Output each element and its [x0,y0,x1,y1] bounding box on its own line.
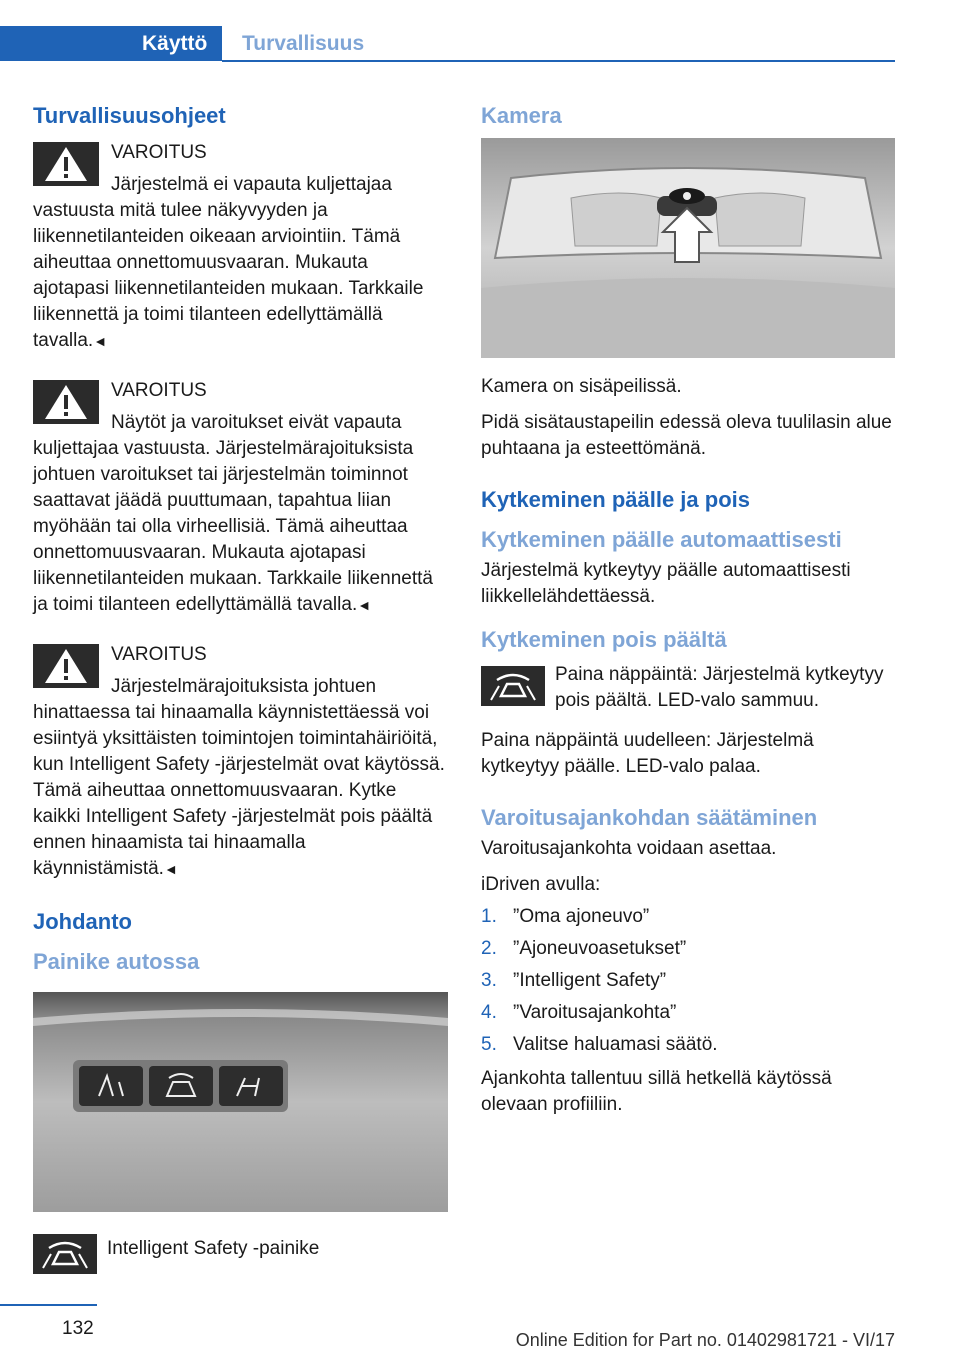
page-number-rule [0,1304,97,1306]
warning-triangle-icon [33,142,99,186]
intelligent-safety-caption: Intelligent Safety -painike [107,1238,320,1259]
safety-instructions-title: Turvallisuusohjeet [33,103,226,128]
page-number: 132 [62,1318,94,1339]
intro-title: Johdanto [33,909,132,934]
end-mark-icon: ◄ [163,861,178,877]
intelligent-safety-caption-row [33,1230,448,1274]
warning-triangle-icon [33,644,99,688]
auto-on-title: Kytkeminen päälle automaattisesti [481,527,842,552]
idrive-text: iDriven avulla: [481,874,601,895]
auto-on-text: Järjestelmä kytkeytyy päälle automaattisesti liikkellelähdettäessä. [481,560,851,607]
warning-text: Järjestelmärajoituksista johtuen hinattaessa tai hinaamalla käynnistettäessä voi esiintyä yksittäisten toimintojen toimintahäiriöitä, kun Intelligent Safety -järjestelmät ovat käytössä. Tämä aiheuttaa onnettomuusvaaran. Kytke kaikki Intelligent Safety -järjestelmät pois päältä ennen hinaamista tai hinaamalla käynnistämistä. [33,676,445,879]
switch-off-text: Paina näppäintä: Järjestelmä kytkeytyy pois päältä. LED-valo sammuu. [555,664,884,711]
button-panel-photo [33,992,448,1212]
right-column [481,100,895,1128]
camera-paragraph-1: Kamera on sisäpeilissä. [481,376,682,397]
end-mark-icon: ◄ [357,597,372,613]
camera-location-photo [481,138,895,358]
button-in-car-title: Painike autossa [33,949,200,974]
switch-off-title: Kytkeminen pois päältä [481,627,727,652]
list-item: 2. ”Ajoneuvoasetukset” [481,938,687,959]
tab-turvallisuus[interactable]: Turvallisuus [242,32,365,55]
edition-text: Online Edition for Part no. 01402981721 - VI/17 [515,1330,895,1350]
list-item: 3. ”Intelligent Safety” [481,970,667,991]
intelligent-safety-button-icon [33,1234,97,1274]
warning-triangle-icon [33,380,99,424]
warning-block-2 [33,378,448,618]
tab-kaytto[interactable]: Käyttö [0,26,222,61]
list-item: 1. ”Oma ajoneuvo” [481,906,650,927]
left-column [33,100,448,1288]
warning-text: Järjestelmä ei vapauta kuljettajaa vastuusta mitä tulee näkyvyyden ja liikennetilanteiden oikeaan arviointiin. Tämä aiheuttaa onnettomuusvaaran. Mukauta ajotapasi liikennetilanteiden mukaan. Tarkkaile liikennettä ja toimi tilanteen edellyttämällä tavalla. [33,174,424,351]
end-mark-icon: ◄ [93,333,108,349]
list-item: 4. ”Varoitusajankohta” [481,1002,677,1023]
warning-timing-title: Varoitusajankohdan säätäminen [481,805,818,830]
idrive-steps-list [481,904,895,1058]
header-rule [222,60,895,62]
camera-title: Kamera [481,103,562,128]
warning-label: VAROITUS [111,380,207,401]
warning-timing-text: Varoitusajankohta voidaan asettaa. [481,838,777,859]
warning-text: Näytöt ja varoitukset eivät vapauta kuljettajaa vastuusta. Järjestelmärajoituksista johtuen varoitukset tai järjestelmän toiminnot saattavat jäädä puuttumaan, tapahtua liian myöhään tai olla virheellisiä. Tämä aiheuttaa onnettomuusvaaran. Mukauta ajotapasi liikennetilanteiden mukaan. Tarkkaile liikennettä ja toimi tilanteen edellyttämällä tavalla. [33,412,433,615]
warning-block-1 [33,140,448,354]
warning-label: VAROITUS [111,644,207,665]
page-header [0,0,960,62]
timing-saved-text: Ajankohta tallentuu sillä hetkellä käytössä olevaan profiiliin. [481,1068,832,1115]
intelligent-safety-button-icon [481,666,545,706]
switch-on-again-text: Paina näppäintä uudelleen: Järjestelmä kytkeytyy päälle. LED-valo palaa. [481,730,814,777]
warning-label: VAROITUS [111,142,207,163]
switch-off-row [481,662,895,714]
switch-on-off-title: Kytkeminen päälle ja pois [481,487,750,512]
camera-paragraph-2: Pidä sisätaustapeilin edessä oleva tuulilasin alue puhtaana ja esteettömänä. [481,412,892,459]
warning-block-3 [33,642,448,882]
list-item: 5. Valitse haluamasi säätö. [481,1034,718,1055]
